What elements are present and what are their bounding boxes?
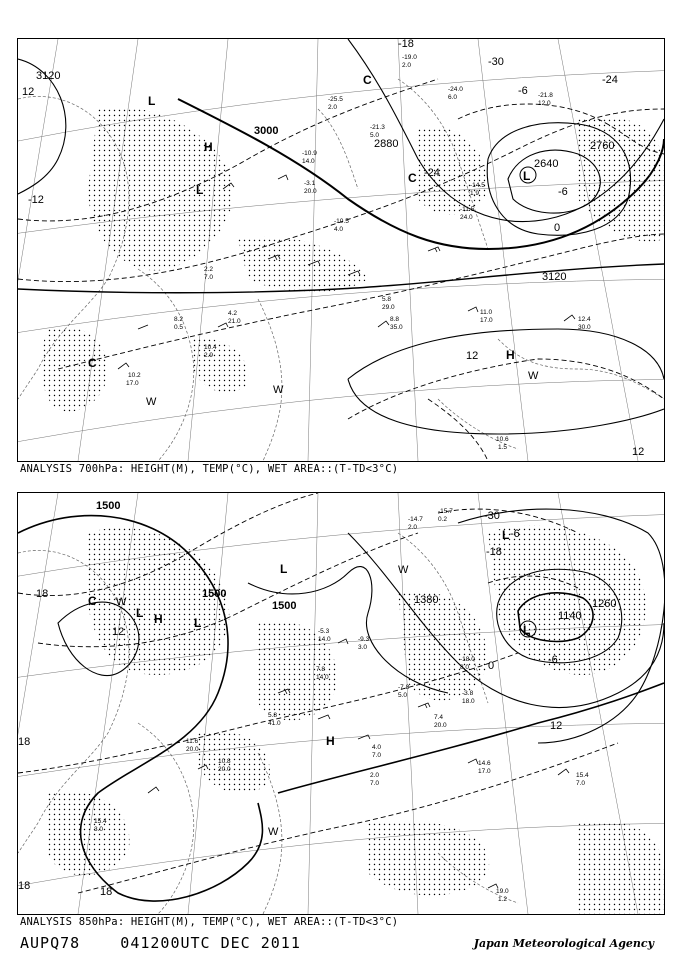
station-plot — [370, 772, 379, 787]
temp-label: -6 — [558, 186, 568, 198]
svg-text:20.0: 20.0 — [186, 746, 199, 753]
svg-text:4.2: 4.2 — [228, 310, 238, 317]
svg-text:17.0: 17.0 — [126, 380, 139, 387]
station-plot — [334, 218, 349, 233]
station-plot — [438, 508, 453, 523]
map-850hpa-svg — [18, 493, 664, 914]
station-plot — [460, 206, 475, 221]
temp-label: 0 — [488, 660, 495, 672]
svg-text:12.4: 12.4 — [578, 316, 591, 323]
svg-text:-21.8: -21.8 — [538, 92, 553, 99]
svg-text:7.0: 7.0 — [372, 752, 382, 759]
low-center: L — [280, 562, 288, 576]
station-plot — [478, 760, 491, 775]
low-center: L — [194, 616, 202, 630]
temp-label: 12 — [466, 350, 479, 362]
svg-text:5.8: 5.8 — [268, 712, 278, 719]
temp-label: 18 — [36, 588, 49, 600]
svg-text:41.0: 41.0 — [268, 720, 281, 727]
svg-text:7.8: 7.8 — [316, 666, 326, 673]
svg-text:-14.5: -14.5 — [470, 182, 485, 189]
svg-text:1.2: 1.2 — [498, 896, 508, 903]
height-label: 2880 — [374, 138, 399, 150]
station-plot — [382, 296, 395, 311]
svg-text:14.6: 14.6 — [478, 760, 491, 767]
station-plot — [462, 690, 475, 705]
low-center: L — [502, 528, 510, 542]
height-label: 1380 — [414, 594, 439, 606]
svg-text:10.4: 10.4 — [204, 344, 217, 351]
svg-text:2.0: 2.0 — [370, 772, 380, 779]
temp-label: 18 — [18, 736, 31, 748]
svg-text:2.0: 2.0 — [402, 62, 412, 69]
svg-text:-15.7: -15.7 — [438, 508, 453, 515]
temp-label: 12 — [632, 446, 645, 458]
height-label: 1140 — [558, 610, 582, 622]
chart-identifier: AUPQ78 041200UTC DEC 2011 — [20, 934, 301, 952]
svg-text:20.0: 20.0 — [434, 722, 447, 729]
warm-center: W — [398, 564, 409, 576]
high-center: H — [204, 140, 213, 154]
warm-center: W — [116, 596, 127, 608]
svg-text:7.0: 7.0 — [576, 780, 586, 787]
svg-text:-3.8: -3.8 — [462, 690, 474, 697]
station-plot — [370, 124, 385, 139]
svg-text:3.0: 3.0 — [358, 644, 368, 651]
svg-text:4.0: 4.0 — [334, 226, 344, 233]
low-center: L — [523, 623, 531, 637]
analysis-700hpa-map — [17, 38, 665, 462]
temp-label: -30 — [488, 56, 504, 68]
warm-center: W — [528, 370, 539, 382]
height-label: 1500 — [272, 600, 297, 612]
svg-text:-10.9: -10.9 — [302, 150, 317, 157]
temp-label: 12 — [550, 720, 563, 732]
station-plot — [408, 516, 423, 531]
svg-text:20.0: 20.0 — [304, 188, 317, 195]
svg-text:20.0: 20.0 — [218, 766, 231, 773]
svg-text:-21.3: -21.3 — [370, 124, 385, 131]
station-plot — [174, 316, 183, 331]
svg-text:-14.7: -14.7 — [408, 516, 423, 523]
svg-text:-3.1: -3.1 — [304, 180, 316, 187]
warm-center: W — [146, 396, 157, 408]
agency-credit: Japan Meteorological Agency — [473, 937, 654, 950]
height-label: 2640 — [534, 158, 559, 170]
temp-label: -6 — [548, 654, 558, 666]
height-label: 1260 — [592, 598, 617, 610]
station-plot — [538, 92, 553, 107]
station-plot — [496, 888, 509, 903]
svg-text:2.2: 2.2 — [204, 266, 214, 273]
temp-label: 18 — [18, 880, 31, 892]
svg-text:21.0: 21.0 — [228, 318, 241, 325]
wet-areas — [48, 525, 664, 914]
cold-center: C — [408, 171, 417, 185]
svg-text:7.0: 7.0 — [370, 780, 380, 787]
station-plot — [228, 310, 241, 325]
height-label: 1500 — [96, 500, 121, 512]
svg-text:24.0: 24.0 — [460, 214, 473, 221]
svg-text:0.2: 0.2 — [438, 516, 448, 523]
svg-text:18.0: 18.0 — [462, 698, 475, 705]
wet-areas — [41, 107, 664, 412]
cold-center: C — [88, 356, 97, 370]
height-label: 3120 — [542, 271, 567, 283]
station-plot — [480, 309, 493, 324]
temp-label: 0 — [554, 222, 561, 234]
svg-text:11.6: 11.6 — [186, 738, 199, 745]
svg-text:1.5: 1.5 — [498, 444, 508, 451]
svg-text:11.0: 11.0 — [480, 309, 493, 316]
height-label: 3000 — [254, 125, 279, 137]
high-center: H — [326, 734, 335, 748]
svg-text:17.0: 17.0 — [478, 768, 491, 775]
svg-text:8.8: 8.8 — [390, 316, 400, 323]
svg-text:5.8: 5.8 — [382, 296, 392, 303]
svg-text:4.0: 4.0 — [372, 744, 382, 751]
temp-label: 12 — [112, 626, 125, 638]
svg-text:3.0: 3.0 — [94, 826, 104, 833]
temp-label: -18 — [486, 546, 502, 558]
height-label: 2760 — [590, 140, 615, 152]
svg-text:15.4: 15.4 — [94, 818, 107, 825]
caption-850hpa: ANALYSIS 850hPa: HEIGHT(M), TEMP(°C), WET AREA::(T-TD<3°C) — [20, 916, 399, 928]
svg-text:8.2: 8.2 — [174, 316, 184, 323]
svg-text:2.9: 2.9 — [204, 352, 214, 359]
temp-label: 18 — [100, 886, 113, 898]
station-plot — [358, 636, 370, 651]
cold-center: C — [363, 73, 372, 87]
height-label: 3120 — [36, 70, 61, 82]
height-label: 1500 — [202, 588, 227, 600]
svg-text:12.0: 12.0 — [538, 100, 551, 107]
caption-700hpa: ANALYSIS 700hPa: HEIGHT(M), TEMP(°C), WET AREA::(T-TD<3°C) — [20, 463, 399, 475]
low-center: L — [136, 606, 144, 620]
map-700hpa-svg — [18, 39, 664, 461]
low-center: L — [196, 183, 204, 197]
warm-center: W — [268, 826, 279, 838]
temp-label: -12 — [28, 194, 44, 206]
station-plot — [496, 436, 509, 451]
station-plot — [204, 266, 213, 281]
high-center: H — [506, 348, 515, 362]
temp-label: -24 — [424, 167, 440, 179]
station-plot — [448, 86, 463, 101]
svg-text:15.4: 15.4 — [576, 772, 589, 779]
svg-text:-11.5: -11.5 — [460, 206, 475, 213]
station-plot — [434, 714, 447, 729]
svg-text:-25.5: -25.5 — [328, 96, 343, 103]
svg-text:5.0: 5.0 — [370, 132, 380, 139]
svg-text:-5.3: -5.3 — [318, 628, 330, 635]
svg-text:14.0: 14.0 — [302, 158, 315, 165]
svg-text:19.0: 19.0 — [496, 888, 509, 895]
station-plot — [328, 96, 343, 111]
high-center: H — [154, 612, 163, 626]
svg-text:-10.5: -10.5 — [334, 218, 349, 225]
temp-label: -24 — [602, 74, 618, 86]
temp-label: -18 — [398, 39, 414, 50]
station-plot — [318, 628, 331, 643]
temp-label: -30 — [484, 510, 500, 522]
svg-text:10.2: 10.2 — [128, 372, 141, 379]
svg-text:-19.0: -19.0 — [402, 54, 417, 61]
station-plot — [578, 316, 591, 331]
svg-text:8.0: 8.0 — [460, 664, 470, 671]
svg-text:35.0: 35.0 — [390, 324, 403, 331]
station-plot — [372, 744, 381, 759]
temp-label: -6 — [510, 528, 520, 540]
cold-center: C — [88, 594, 97, 608]
svg-text:7.4: 7.4 — [434, 714, 444, 721]
svg-text:30.0: 30.0 — [578, 324, 591, 331]
svg-text:6.0: 6.0 — [448, 94, 458, 101]
station-plot — [402, 54, 417, 69]
svg-text:5.0: 5.0 — [398, 692, 408, 699]
svg-text:14.0: 14.0 — [318, 636, 331, 643]
svg-text:29.0: 29.0 — [382, 304, 395, 311]
temp-label: -6 — [518, 85, 528, 97]
svg-text:10.8: 10.8 — [218, 758, 231, 765]
svg-text:17.0: 17.0 — [480, 317, 493, 324]
analysis-850hpa-map — [17, 492, 665, 915]
station-plot — [576, 772, 589, 787]
svg-text:-7.8: -7.8 — [398, 684, 410, 691]
low-center: L — [523, 169, 531, 183]
svg-text:10.6: 10.6 — [496, 436, 509, 443]
station-plot — [186, 738, 199, 753]
svg-text:2.0: 2.0 — [408, 524, 418, 531]
station-plot — [390, 316, 403, 331]
station-plot — [126, 372, 141, 387]
svg-text:-9.3: -9.3 — [358, 636, 370, 643]
temp-label: 12 — [22, 86, 35, 98]
svg-text:-24.0: -24.0 — [448, 86, 463, 93]
svg-text:14.0: 14.0 — [316, 674, 329, 681]
station-plot — [304, 180, 317, 195]
svg-text:2.0: 2.0 — [328, 104, 338, 111]
svg-text:7.0: 7.0 — [204, 274, 214, 281]
svg-text:0.5: 0.5 — [174, 324, 184, 331]
low-center: L — [148, 94, 156, 108]
warm-center: W — [273, 384, 284, 396]
svg-text:1.9: 1.9 — [470, 190, 480, 197]
svg-text:-18.0: -18.0 — [460, 656, 475, 663]
station-plot — [218, 758, 231, 773]
